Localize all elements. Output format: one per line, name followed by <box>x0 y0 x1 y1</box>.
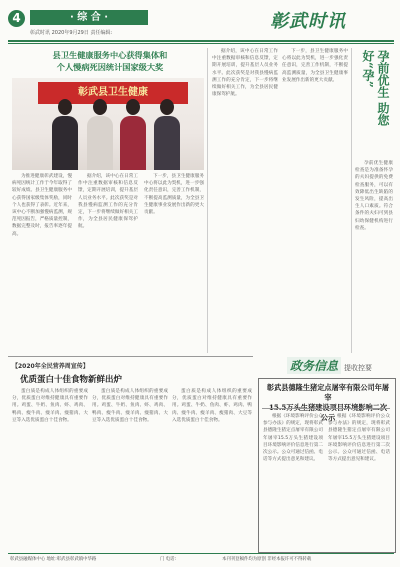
story1-continued-1: 据介绍，该中心在日常工作中注重数据审核和信息反馈，定期开展培训，提升基层人员业务水平。此次获奖是对我县慢病监测工作的充分肯定，下一步将继续做好相关工作，为全县居民健康保驾护航。 <box>212 49 278 98</box>
story2-title: 优质蛋白十佳食物新鲜出炉 <box>20 375 123 385</box>
section-label: · 综 合 · <box>30 10 148 25</box>
sidebar-divider <box>351 48 352 353</box>
column-divider <box>207 48 208 353</box>
story1-continued-2: 下一步，县卫生健康服务中心将以此为契机，进一步强化责任意识，完善工作机制，不断提高监测质量，为全县卫生健康事业发展作出新的更大贡献。 <box>282 49 348 83</box>
photo-banner: 彰武县卫生健康 <box>38 82 188 104</box>
award-photo <box>12 78 204 170</box>
story1-column-1: 为推进健康彰武建设，慢病死因统计工作于今年取得了较好成绩。县卫生健康服务中心获得国家级集体奖励，同时个人也获得了表彰。近年来，该中心不断加强慢病监测，规范死因报告，严格质量控制，数据完整及时，报告率逐年提高。 <box>12 174 72 237</box>
column-badge-title: 政务信息 <box>287 357 341 374</box>
person-figure <box>52 99 78 170</box>
story2-column-1: 蛋白质是构成人体组织的重要成分，优质蛋白对维持健康具有重要作用。鸡蛋、牛奶、鱼肉、虾、鸡肉、鸭肉、瘦牛肉、瘦羊肉、瘦猪肉、大豆等入选优质蛋白十佳食物。 <box>12 389 88 423</box>
page-number: 4 <box>8 10 25 27</box>
story2-column-3: 蛋白质是构成人体组织的重要成分，优质蛋白对维持健康具有重要作用。鸡蛋、牛奶、鱼肉、虾、鸡肉、鸭肉、瘦牛肉、瘦羊肉、瘦猪肉、大豆等入选优质蛋白十佳食物。 <box>172 389 252 423</box>
column-badge-subtitle: 提收控要 <box>344 364 373 372</box>
header-rule-thin <box>8 43 394 44</box>
footer-right: 本刊刊登稿件均为原创 非经本报许可不得转载 <box>222 557 312 562</box>
sidebar-title: 孕前优生 助您好“孕” <box>361 50 390 127</box>
notice-rule <box>262 408 390 409</box>
issue-line: 彰武时讯 2020年9月29日 责任编辑: <box>30 30 113 36</box>
notice-body-right: 根据《环境影响评价公众参与办法》的规定，现将彰武县德隆生猪定点屠宰有限公司年屠宰15.5万头生猪建设项目环境影响评价信息进行第二次公示。公众可通过信函、电话等方式提出意见和建议。 <box>328 414 390 463</box>
person-figure <box>154 99 180 170</box>
sidebar-body: 孕前优生健康检查是为准备怀孕的夫妇提供的免费检查服务，可以有效降低出生缺陷的发生风险，提高出生人口素质。符合条件的夫妇可到县妇幼保健机构进行检查。 <box>355 161 393 231</box>
header-rule <box>8 40 394 42</box>
notice-body-left: 根据《环境影响评价公众参与办法》的规定，现将彰武县德隆生猪定点屠宰有限公司年屠宰15.5万头生猪建设项目环境影响评价信息进行第二次公示。公众可通过信函、电话等方式提出意见和建议。 <box>263 414 323 463</box>
footer-rule <box>8 553 394 554</box>
story1-column-2: 据介绍，该中心在日常工作中注重数据审核和信息反馈，定期开展培训，提升基层人员业务水平。此次获奖是对我县慢病监测工作的充分肯定，下一步将继续做好相关工作，为全县居民健康保驾护航。 <box>78 174 138 230</box>
column-badge <box>287 355 391 373</box>
brand-title: 彰武时讯 <box>270 11 346 32</box>
story2-kicker: 【2020年全民营养周宣传】 <box>12 363 89 370</box>
person-figure <box>87 99 113 170</box>
person-figure <box>120 99 146 170</box>
footer-mid: 门 电话: <box>160 557 177 562</box>
story2-column-2: 蛋白质是构成人体组织的重要成分，优质蛋白对维持健康具有重要作用。鸡蛋、牛奶、鱼肉、虾、鸡肉、鸭肉、瘦牛肉、瘦羊肉、瘦猪肉、大豆等入选优质蛋白十佳食物。 <box>92 389 168 423</box>
footer-left: 彰武县融媒体中心 地址:彰武县彰武镇中华路 <box>10 557 97 562</box>
notice-title: 彰武县德隆生猪定点屠宰有限公司年屠宰 公示 <box>266 383 390 422</box>
story1-column-3: 下一步，县卫生健康服务中心将以此为契机，进一步强化责任意识，完善工作机制，不断提高监测质量，为全县卫生健康事业发展作出新的更大贡献。 <box>144 174 204 216</box>
page-header <box>0 0 400 40</box>
story-divider <box>8 356 253 357</box>
story1-title: 县卫生健康服务中心获得集体和 个人慢病死因统计国家级大奖 <box>52 50 168 72</box>
